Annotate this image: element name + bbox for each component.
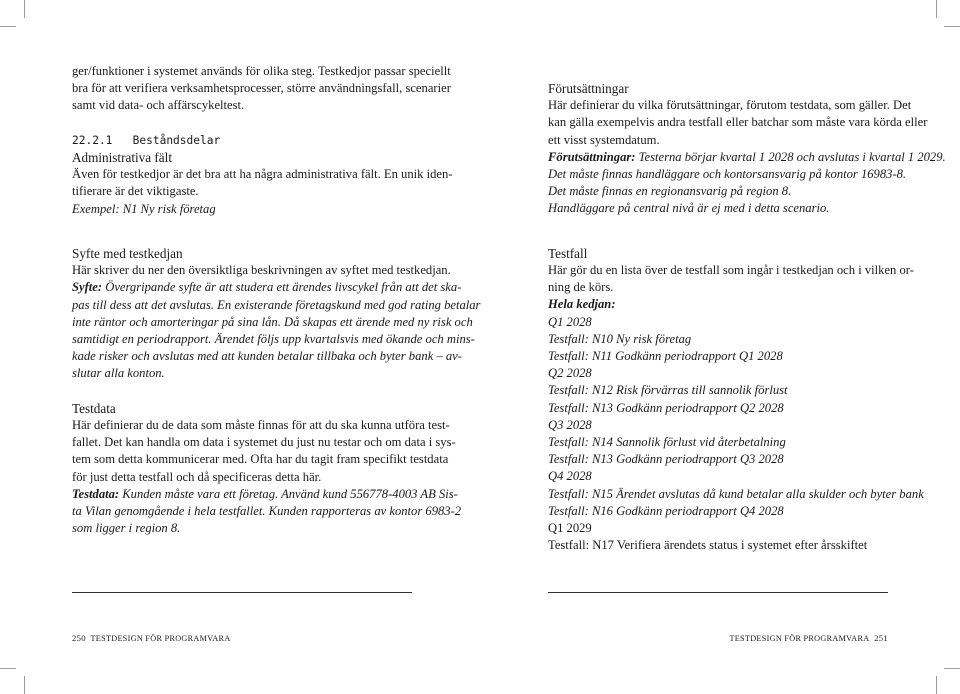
text-line: samt vid data- och affärscykeltest. <box>72 98 245 113</box>
crop-mark <box>936 676 937 694</box>
footer-rule-right <box>548 592 888 593</box>
list-item: Testfall: N15 Ärendet avslutas då kund betalar alla skulder och byter bank <box>548 486 924 501</box>
purpose-example-line: samtidigt en periodrapport. Ärendet följs upp kvartalsvis med ökande och mins- <box>72 332 475 347</box>
list-item: Testfall: N13 Godkänn periodrapport Q3 2028 <box>548 452 784 467</box>
right-page-number: 251 <box>874 633 888 643</box>
left-running-title: TESTDESIGN FÖR PROGRAMVARA <box>90 634 231 643</box>
list-item: Testfall: N13 Godkänn periodrapport Q2 2028 <box>548 400 784 415</box>
testdata-example-line: som ligger i region 8. <box>72 521 181 536</box>
list-item: Testfall: N11 Godkänn periodrapport Q1 2028 <box>548 349 783 364</box>
purpose-heading: Syfte med testkedjan <box>72 246 183 261</box>
crop-mark <box>944 668 960 669</box>
purpose-example-line: inte räntor och amorteringar på sina lån. Då skapas ett ärende med ny risk och <box>72 314 473 329</box>
testdata-example-line: Testdata: Kunden måste vara ett företag. Använd kund 556778-4003 AB Sis- <box>72 486 458 501</box>
intro-paragraph <box>72 63 451 115</box>
list-item: Q3 2028 <box>548 417 592 432</box>
chain-list <box>548 314 924 520</box>
prereq-example-label: Förutsättningar: <box>548 149 636 164</box>
crop-mark <box>944 26 960 27</box>
crop-mark <box>24 0 25 18</box>
purpose-example-label: Syfte: <box>72 280 103 295</box>
text-line: tifierare är det viktigaste. <box>72 184 199 199</box>
text-line: Här skriver du ner den översiktliga beskrivningen av syftet med testkedjan. <box>72 263 451 278</box>
footer-rule-left <box>72 592 412 593</box>
purpose-example-line: Syfte: Övergripande syfte är att studera ett ärendes livscykel från att det ska- <box>72 280 462 295</box>
section-title: Beståndsdelar <box>132 133 221 147</box>
prereq-example-line: Det måste finnas handläggare och kontorsansvarig på kontor 16983-8. <box>548 167 907 182</box>
text-line: för just detta testfall och då specificeras detta här. <box>72 469 322 484</box>
prereq-heading: Förutsättningar <box>548 81 629 96</box>
prereq-example-line: Det måste finnas en regionansvarig på region 8. <box>548 184 792 199</box>
testdata-heading: Testdata <box>72 400 116 416</box>
admin-example: Exempel: N1 Ny risk företag <box>72 201 216 216</box>
text-line: kan gälla exempelvis andra testfall eller batchar som måste vara körda eller <box>548 115 928 130</box>
text-line: ger/funktioner i systemet används för olika steg. Testkedjor passar speciellt <box>72 64 451 78</box>
text-line: ett visst systemdatum. <box>548 132 660 147</box>
list-item: Testfall: N16 Godkänn periodrapport Q4 2028 <box>548 503 784 518</box>
crop-mark <box>24 676 25 694</box>
left-page-number: 250 <box>72 633 86 643</box>
testcase-heading: Testfall <box>548 245 588 261</box>
text-line: fallet. Det kan handla om data i systemet du just nu testar och om data i sys- <box>72 435 456 450</box>
crop-mark <box>0 668 16 669</box>
section-heading <box>72 132 417 149</box>
list-item: Testfall: N12 Risk förvärras till sannolik förlust <box>548 383 788 398</box>
prereq-example-line: Förutsättningar: Testerna börjar kvartal 1 2028 och avslutas i kvartal 1 2029. <box>548 149 946 164</box>
testdata-example-label: Testdata: <box>72 486 120 501</box>
list-item: Q2 2028 <box>548 366 592 381</box>
chain-label: Hela kedjan: <box>548 297 616 312</box>
crop-mark <box>936 0 937 18</box>
text-line: ning de körs. <box>548 280 614 295</box>
text-line: bra för att verifiera verksamhetsprocesser, större användningsfall, scenarier <box>72 81 451 96</box>
list-item: Testfall: N17 Verifiera ärendets status i systemet efter årsskiftet <box>548 538 868 553</box>
purpose-example-line: slutar alla konton. <box>72 366 165 381</box>
section-number: 22.2.1 <box>72 133 113 147</box>
text-line: Även för testkedjor är det bra att ha några administrativa fält. En unik iden- <box>72 167 453 182</box>
admin-heading: Administrativa fält <box>72 150 172 165</box>
text-line: Här definierar du vilka förutsättningar, förutom testdata, som gäller. Det <box>548 98 912 113</box>
crop-mark <box>0 26 16 27</box>
list-item: Testfall: N14 Sannolik förlust vid återbetalning <box>548 435 786 450</box>
prereq-example-line: Handläggare på central nivå är ej med i detta scenario. <box>548 201 830 216</box>
text-line: tem som detta kommunicerar med. Ofta har du tagit fram specifikt testdata <box>72 452 449 467</box>
purpose-example-line: kade risker och avslutas med att kunden betalar tillbaka och byter bank – av- <box>72 349 462 364</box>
right-footer <box>729 633 888 643</box>
right-running-title: TESTDESIGN FÖR PROGRAMVARA <box>729 634 870 643</box>
list-item: Testfall: N10 Ny risk företag <box>548 331 692 346</box>
left-footer <box>72 633 231 643</box>
list-item: Q1 2029 <box>548 521 592 536</box>
text-line: Här definierar du de data som måste finnas för att du ska kunna utföra test- <box>72 418 450 433</box>
final-list <box>548 520 893 554</box>
left-page-column <box>72 63 481 537</box>
purpose-example-line: pas till dess att det avslutas. En existerande företagskund med god rating betalar <box>72 297 481 312</box>
text-line: Här gör du en lista över de testfall som ingår i testkedjan och i vilken or- <box>548 263 914 278</box>
list-item: Q4 2028 <box>548 469 592 484</box>
right-page-column <box>548 80 946 554</box>
testdata-example-line: ta Vilan genomgående i hela testfallet. Kunden rapporteras av kontor 6983-2 <box>72 504 462 519</box>
list-item: Q1 2028 <box>548 314 592 329</box>
